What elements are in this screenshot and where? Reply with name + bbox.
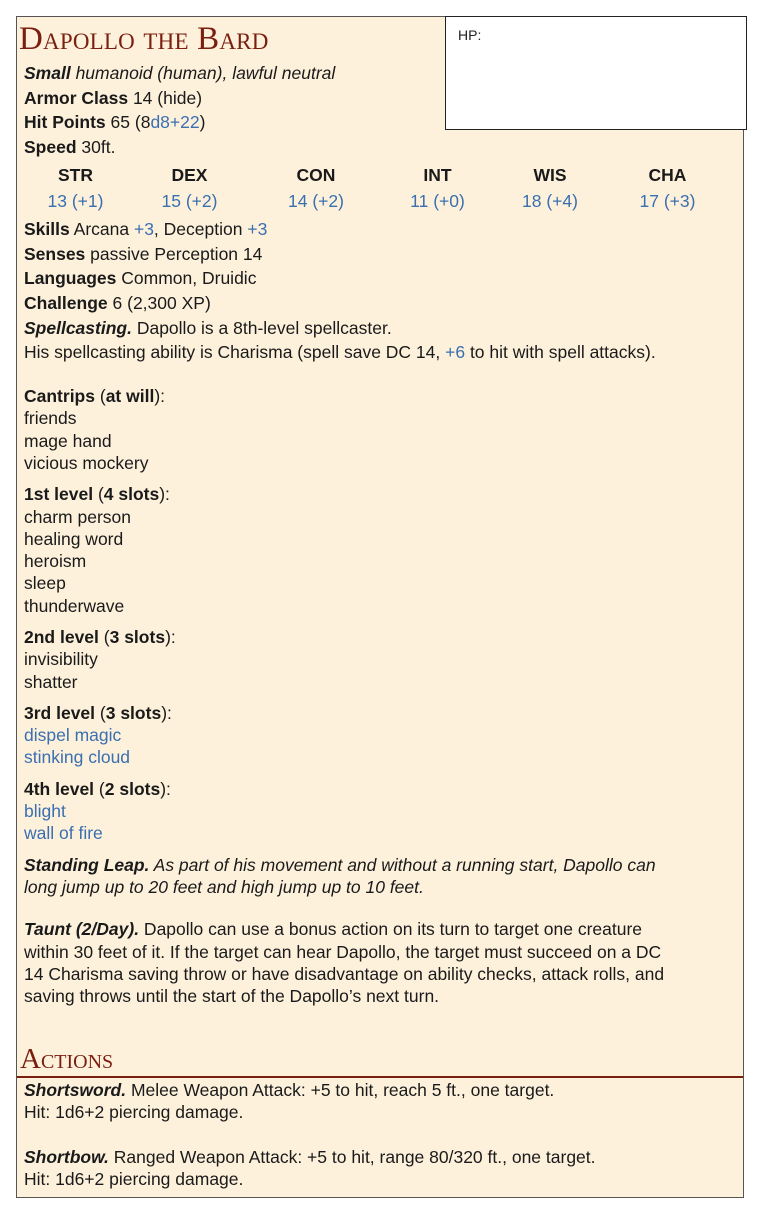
spell-level-slots: 4 slots — [103, 484, 160, 505]
action-name: Shortsword. — [24, 1080, 127, 1100]
spell-item: charm person — [24, 506, 131, 527]
stat-block-card — [16, 16, 744, 1198]
ability-score-link[interactable]: 15 (+2) — [161, 190, 218, 211]
hit-points-suffix: ) — [199, 112, 206, 133]
trait-name: Standing Leap. — [24, 854, 150, 875]
spellcasting-text-2: His spellcasting ability is Charisma (spell save DC 14, — [24, 342, 446, 363]
actions-list — [24, 1079, 736, 1190]
spellcasting-text-1: Dapollo is a 8th-level spellcaster. — [136, 317, 392, 338]
spell-level-1st — [24, 483, 736, 617]
spell-level-name: 1st level — [24, 484, 94, 505]
ability-name: INT — [423, 164, 452, 185]
spell-level-slots: at will — [105, 386, 155, 407]
languages-value: Common, Druidic — [121, 268, 257, 289]
spellcasting-name: Spellcasting. — [24, 317, 132, 338]
spell-level-slots: 3 slots — [109, 627, 166, 647]
spell-item: vicious mockery — [24, 452, 149, 473]
spell-item: shatter — [24, 671, 78, 692]
spellcasting-text-3: to hit with spell attacks). — [465, 342, 656, 363]
spell-to-hit-link[interactable]: +6 — [445, 342, 466, 363]
spell-item: friends — [24, 408, 77, 429]
spell-level-header: 2nd level (3 slots): — [24, 627, 176, 647]
spell-item: sleep — [24, 573, 66, 594]
spell-level-3rd — [24, 702, 736, 769]
spell-link[interactable]: dispel magic — [24, 725, 122, 746]
ability-int — [380, 162, 495, 214]
spell-link[interactable]: wall of fire — [24, 823, 103, 844]
ability-wis — [495, 162, 605, 214]
senses-line — [24, 242, 736, 267]
spell-link[interactable]: stinking cloud — [24, 747, 131, 768]
spell-level-header: 3rd level (3 slots): — [24, 702, 172, 723]
skill-arcana: Arcana — [73, 218, 130, 239]
spell-level-header: 4th level (2 slots): — [24, 778, 171, 799]
ability-name: CON — [296, 164, 336, 185]
trait-standing-leap — [24, 854, 736, 899]
challenge-line — [24, 291, 736, 316]
action-name: Shortbow. — [24, 1146, 109, 1167]
ability-str — [24, 162, 127, 214]
ability-score-link[interactable]: 11 (+0) — [410, 190, 465, 211]
ability-name: STR — [58, 164, 93, 185]
spellcasting-line-2 — [24, 340, 736, 365]
actions-heading: Actions — [20, 1043, 114, 1075]
spell-level-name: 2nd level — [24, 627, 99, 647]
spell-item: invisibility — [24, 649, 98, 670]
size: Small — [24, 63, 71, 83]
speed-value: 30ft. — [81, 137, 116, 158]
action-hit: Hit: 1d6+2 piercing damage. — [24, 1102, 244, 1123]
spell-level-2nd — [24, 626, 736, 693]
speed-label: Speed — [24, 137, 77, 158]
challenge-label: Challenge — [24, 292, 108, 313]
trait-taunt — [24, 918, 736, 1007]
ability-name: CHA — [648, 164, 687, 185]
ability-score-link[interactable]: 14 (+2) — [288, 190, 344, 211]
spell-item: mage hand — [24, 430, 112, 451]
ability-dex — [127, 162, 252, 214]
spell-level-4th — [24, 778, 736, 845]
action-shortbow — [24, 1146, 736, 1191]
ability-score-link[interactable]: 17 (+3) — [639, 190, 696, 211]
ability-con — [252, 162, 380, 214]
spell-level-name: 4th level — [24, 778, 95, 799]
spell-level-slots: 3 slots — [105, 702, 162, 723]
ability-name: DEX — [171, 164, 208, 185]
stat-block-content — [24, 61, 736, 1007]
action-text: Ranged Weapon Attack: +5 to hit, range 80/320 ft., one target. — [108, 1146, 596, 1167]
trait-name: Taunt (2/Day). — [24, 919, 140, 940]
ability-name: WIS — [533, 164, 567, 185]
skill-deception: Deception — [163, 218, 243, 239]
ability-score-link[interactable]: 18 (+4) — [522, 190, 578, 211]
hp-tracker-box[interactable] — [445, 16, 747, 130]
hit-points-prefix: 65 (8 — [110, 112, 151, 133]
skill-arcana-bonus-link[interactable]: +3 — [133, 218, 154, 239]
senses-value: passive Perception 14 — [90, 243, 263, 264]
hit-points-label: Hit Points — [24, 112, 106, 133]
actions-divider — [17, 1076, 743, 1078]
languages-label: Languages — [24, 268, 117, 289]
spell-level-name: 3rd level — [24, 702, 96, 723]
action-text: Melee Weapon Attack: +5 to hit, reach 5 ft., one target. — [126, 1080, 555, 1100]
skills-separator: , — [153, 218, 164, 239]
challenge-value: 6 (2,300 XP) — [112, 292, 211, 313]
spellcasting-line-1 — [24, 316, 736, 341]
skills-line — [24, 217, 736, 242]
hit-dice-link[interactable]: d8+22 — [150, 112, 200, 133]
spell-item: thunderwave — [24, 595, 125, 616]
spell-level-header: Cantrips (at will): — [24, 386, 166, 407]
action-shortsword — [24, 1079, 736, 1124]
senses-label: Senses — [24, 243, 86, 264]
monster-name: Dapollo the Bard — [19, 21, 269, 57]
trait-text: within 30 feet of it. If the target can hear Dapollo, the target must succeed on a DC — [24, 941, 662, 962]
trait-text: As part of his movement and without a running start, Dapollo can — [149, 854, 656, 875]
type-alignment: humanoid (human), lawful neutral — [75, 63, 336, 83]
hp-label: HP: — [458, 27, 482, 43]
trait-text: saving throws until the start of the Dapollo’s next turn. — [24, 986, 440, 1007]
spell-level-header: 1st level (4 slots): — [24, 484, 170, 505]
trait-text: long jump up to 20 feet and high jump up to 10 feet. — [24, 876, 424, 897]
languages-line — [24, 266, 736, 291]
spell-item: heroism — [24, 551, 87, 572]
spell-level-slots: 2 slots — [104, 778, 161, 799]
speed-line — [24, 135, 736, 160]
trait-text: Dapollo can use a bonus action on its turn to target one creature — [139, 919, 643, 940]
armor-class-value: 14 (hide) — [132, 87, 203, 108]
spell-link[interactable]: blight — [24, 801, 66, 822]
skills-label: Skills — [24, 218, 70, 239]
action-hit: Hit: 1d6+2 piercing damage. — [24, 1168, 244, 1189]
armor-class-label: Armor Class — [24, 87, 129, 108]
trait-text: 14 Charisma saving throw or have disadvantage on ability checks, attack rolls, and — [24, 963, 665, 984]
ability-cha — [605, 162, 730, 214]
ability-scores — [24, 162, 736, 214]
ability-score-link[interactable]: 13 (+1) — [47, 190, 104, 211]
spell-item: healing word — [24, 528, 124, 549]
skill-deception-bonus-link[interactable]: +3 — [247, 218, 268, 239]
spell-level-cantrips — [24, 385, 736, 474]
spell-level-name: Cantrips — [24, 386, 95, 407]
